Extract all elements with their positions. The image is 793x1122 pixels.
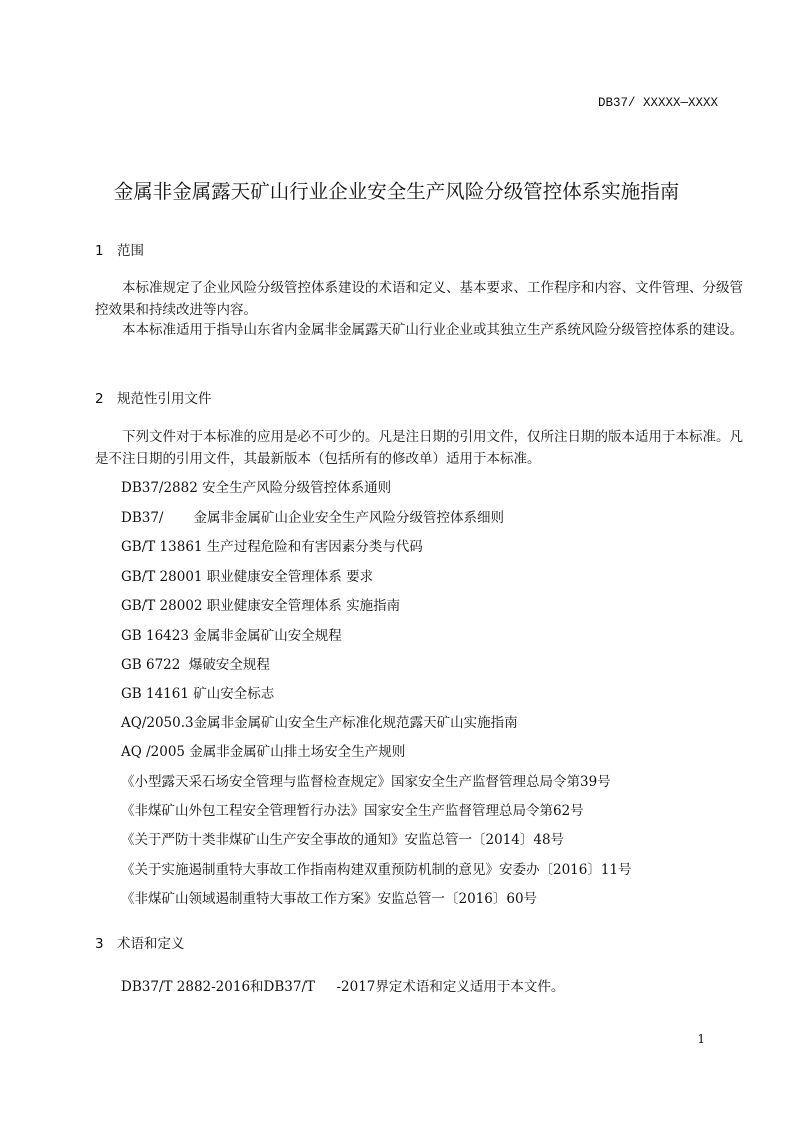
section-title: 规范性引用文件 [117, 391, 212, 407]
section-heading-2 [95, 387, 212, 407]
reference-item: GB 14161 矿山安全标志 [121, 686, 275, 702]
reference-item: DB37/2882 安全生产风险分级管控体系通则 [121, 480, 392, 496]
reference-item: GB 6722 爆破安全规程 [121, 657, 270, 673]
reference-item: GB/T 13861 生产过程危险和有害因素分类与代码 [121, 539, 423, 555]
reference-item: GB 16423 金属非金属矿山安全规程 [121, 628, 342, 644]
page-number: 1 [697, 1032, 705, 1046]
reference-item: 《非煤矿山外包工程安全管理暂行办法》国家安全生产监督管理总局令第62号 [121, 803, 584, 819]
section-title: 术语和定义 [117, 936, 185, 952]
reference-item: AQ/2050.3金属非金属矿山安全生产标准化规范露天矿山实施指南 [121, 715, 518, 731]
reference-item: GB/T 28002 职业健康安全管理体系 实施指南 [121, 598, 401, 614]
section-number: 1 [95, 243, 104, 259]
reference-item: DB37/ 金属非金属矿山企业安全生产风险分级管控体系细则 [121, 510, 505, 526]
section-heading-3 [95, 932, 185, 952]
section-heading-1 [95, 239, 144, 259]
paragraph: DB37/T 2882-2016和DB37/T -2017界定术语和定义适用于本文件。 [121, 979, 565, 995]
document-title: 金属非金属露天矿山行业企业安全生产风险分级管控体系实施指南 [113, 180, 680, 203]
paragraph: 下列文件对于本标准的应用是必不可少的。凡是注日期的引用文件，仅所注日期的版本适用于本标准。凡是不注日期的引用文件，其最新版本（包括所有的修改单）适用于本标准。 [95, 429, 743, 467]
reference-item: AQ /2005 金属非金属矿山排土场安全生产规则 [121, 744, 406, 760]
reference-item: 《非煤矿山领域遏制重特大事故工作方案》安监总管一〔2016〕60号 [121, 891, 538, 907]
document-code: DB37/ XXXXX—XXXX [597, 96, 718, 110]
section-number: 2 [95, 391, 104, 407]
section-number: 3 [95, 936, 104, 952]
paragraph: 本标准规定了企业风险分级管控体系建设的术语和定义、基本要求、工作程序和内容、文件管理、分级管控效果和持续改进等内容。 [95, 280, 743, 318]
section-title: 范围 [117, 243, 144, 259]
reference-item: 《小型露天采石场安全管理与监督检查规定》国家安全生产监督管理总局令第39号 [121, 774, 611, 790]
paragraph: 本本标准适用于指导山东省内金属非金属露天矿山行业企业或其独立生产系统风险分级管控体系的建设。 [122, 322, 743, 338]
reference-item: 《关于严防十类非煤矿山生产安全事故的通知》安监总管一〔2014〕48号 [121, 832, 565, 848]
reference-item: GB/T 28001 职业健康安全管理体系 要求 [121, 569, 374, 585]
reference-item: 《关于实施遏制重特大事故工作指南构建双重预防机制的意见》安委办〔2016〕11号 [121, 862, 632, 878]
